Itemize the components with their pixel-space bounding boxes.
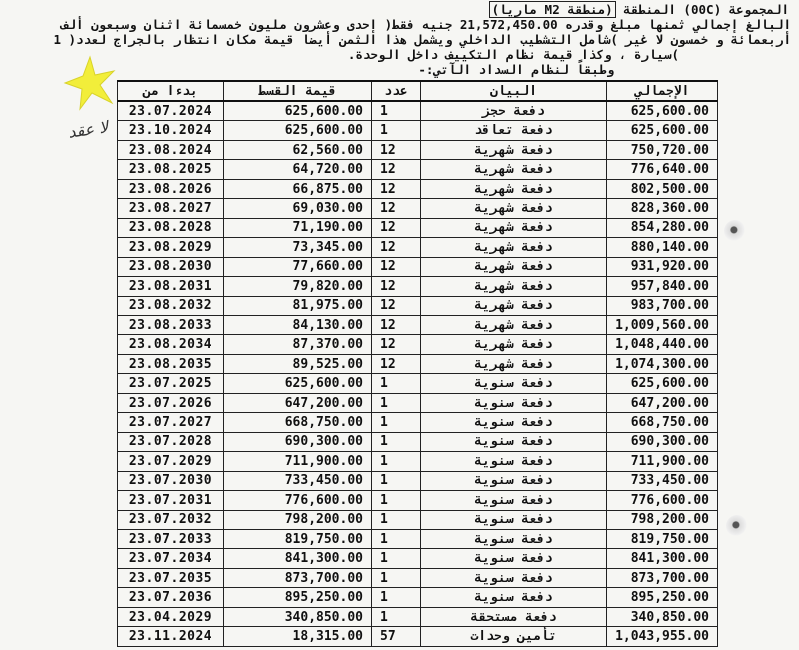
- description-cell: دفعة شهرية: [421, 218, 607, 237]
- table-row: [118, 277, 718, 296]
- payment-schedule-table: [117, 80, 718, 647]
- table-row: [118, 413, 718, 432]
- total-cell: 625,600.00: [607, 121, 718, 140]
- description-cell: دفعة شهرية: [421, 316, 607, 335]
- description-cell: دفعة شهرية: [421, 257, 607, 276]
- count-cell: 12: [372, 296, 421, 315]
- installment-cell: 625,600.00: [224, 101, 372, 121]
- header-line-group-zone: [489, 2, 789, 17]
- count-cell: 57: [372, 627, 421, 647]
- table-row: [118, 471, 718, 490]
- start-date-cell: 23.07.2024: [118, 101, 224, 121]
- count-cell: 1: [372, 607, 421, 626]
- count-cell: 1: [372, 374, 421, 393]
- table-row: [118, 588, 718, 607]
- installment-cell: 733,450.00: [224, 471, 372, 490]
- start-date-cell: 23.08.2029: [118, 238, 224, 257]
- start-date-cell: 23.08.2031: [118, 277, 224, 296]
- table-row: [118, 296, 718, 315]
- table-row: [118, 257, 718, 276]
- installment-cell: 18,315.00: [224, 627, 372, 647]
- table-row: [118, 510, 718, 529]
- count-cell: 1: [372, 432, 421, 451]
- total-cell: 776,640.00: [607, 160, 718, 179]
- table-row: [118, 354, 718, 373]
- description-cell: دفعة شهرية: [421, 354, 607, 373]
- total-cell: 983,700.00: [607, 296, 718, 315]
- header-line-payment-system: وطبقاً لنظام السداد الآتي:-: [418, 62, 614, 77]
- description-cell: دفعة سنوية: [421, 413, 607, 432]
- description-cell: دفعة شهرية: [421, 179, 607, 198]
- description-cell: دفعة سنوية: [421, 393, 607, 412]
- table-row: [118, 316, 718, 335]
- table-row: [118, 238, 718, 257]
- total-cell: 750,720.00: [607, 140, 718, 159]
- description-cell: دفعة تعاقد: [421, 121, 607, 140]
- description-cell: تأمين وحدات: [421, 627, 607, 647]
- start-date-cell: 23.07.2026: [118, 393, 224, 412]
- table-row: [118, 179, 718, 198]
- installment-cell: 625,600.00: [224, 374, 372, 393]
- count-cell: 12: [372, 316, 421, 335]
- table-row: [118, 160, 718, 179]
- installment-cell: 87,370.00: [224, 335, 372, 354]
- header-total: الإجمالي: [607, 81, 718, 101]
- count-cell: 12: [372, 277, 421, 296]
- total-cell: 873,700.00: [607, 568, 718, 587]
- count-cell: 1: [372, 452, 421, 471]
- total-cell: 733,450.00: [607, 471, 718, 490]
- description-cell: دفعة سنوية: [421, 568, 607, 587]
- start-date-cell: 23.08.2024: [118, 140, 224, 159]
- installment-cell: 668,750.00: [224, 413, 372, 432]
- installment-cell: 77,660.00: [224, 257, 372, 276]
- total-cell: 931,920.00: [607, 257, 718, 276]
- table-row: [118, 627, 718, 647]
- description-cell: دفعة شهرية: [421, 160, 607, 179]
- start-date-cell: 23.07.2027: [118, 413, 224, 432]
- description-cell: دفعة سنوية: [421, 374, 607, 393]
- start-date-cell: 23.07.2025: [118, 374, 224, 393]
- count-cell: 1: [372, 413, 421, 432]
- description-cell: دفعة سنوية: [421, 529, 607, 548]
- total-cell: 802,500.00: [607, 179, 718, 198]
- start-date-cell: 23.08.2034: [118, 335, 224, 354]
- start-date-cell: 23.07.2033: [118, 529, 224, 548]
- handwritten-note: لا عقد: [66, 117, 110, 142]
- table-row: [118, 393, 718, 412]
- installment-cell: 841,300.00: [224, 549, 372, 568]
- total-cell: 798,200.00: [607, 510, 718, 529]
- installment-cell: 64,720.00: [224, 160, 372, 179]
- count-cell: 12: [372, 160, 421, 179]
- header-line-finishing: أربعمائة و خمسون لا غير )شامل التشطيب الداخلي ويشمل هذا الثمن أيضا قيمة مكان انتظار بالجراج لعدد( 1: [53, 32, 791, 47]
- table-row: [118, 374, 718, 393]
- installment-cell: 66,875.00: [224, 179, 372, 198]
- total-cell: 895,250.00: [607, 588, 718, 607]
- installment-cell: 711,900.00: [224, 452, 372, 471]
- start-date-cell: 23.08.2035: [118, 354, 224, 373]
- count-cell: 1: [372, 491, 421, 510]
- start-date-cell: 23.07.2035: [118, 568, 224, 587]
- table-row: [118, 140, 718, 159]
- total-cell: 1,074,300.00: [607, 354, 718, 373]
- start-date-cell: 23.10.2024: [118, 121, 224, 140]
- count-cell: 1: [372, 471, 421, 490]
- description-cell: دفعة سنوية: [421, 510, 607, 529]
- start-date-cell: 23.08.2028: [118, 218, 224, 237]
- description-cell: دفعة سنوية: [421, 471, 607, 490]
- count-cell: 1: [372, 588, 421, 607]
- installment-cell: 873,700.00: [224, 568, 372, 587]
- start-date-cell: 23.11.2024: [118, 627, 224, 647]
- count-cell: 12: [372, 140, 421, 159]
- installment-cell: 340,850.00: [224, 607, 372, 626]
- table-row: [118, 607, 718, 626]
- description-cell: دفعة سنوية: [421, 491, 607, 510]
- installment-cell: 81,975.00: [224, 296, 372, 315]
- installment-cell: 690,300.00: [224, 432, 372, 451]
- description-cell: دفعة شهرية: [421, 140, 607, 159]
- header-line-parking: )سيارة ، وكذا قيمة نظام التكييف داخل الوحدة.: [347, 47, 679, 62]
- total-cell: 1,009,560.00: [607, 316, 718, 335]
- table-row: [118, 491, 718, 510]
- header-description: البيان: [421, 81, 607, 101]
- total-cell: 625,600.00: [607, 101, 718, 121]
- punch-hole-icon: [724, 220, 746, 242]
- header-start-date: بدءا من: [118, 81, 224, 101]
- start-date-cell: 23.07.2031: [118, 491, 224, 510]
- description-cell: دفعة سنوية: [421, 549, 607, 568]
- table-row: [118, 568, 718, 587]
- table-row: [118, 335, 718, 354]
- table-row: [118, 218, 718, 237]
- description-cell: دفعة سنوية: [421, 452, 607, 471]
- total-cell: 819,750.00: [607, 529, 718, 548]
- installment-cell: 84,130.00: [224, 316, 372, 335]
- start-date-cell: 23.08.2032: [118, 296, 224, 315]
- start-date-cell: 23.08.2030: [118, 257, 224, 276]
- table-row: [118, 199, 718, 218]
- installment-cell: 819,750.00: [224, 529, 372, 548]
- description-cell: دفعة شهرية: [421, 199, 607, 218]
- count-cell: 1: [372, 549, 421, 568]
- header-line1-text: المجموعة (00C) المنطقة: [615, 2, 789, 17]
- start-date-cell: 23.07.2034: [118, 549, 224, 568]
- total-cell: 711,900.00: [607, 452, 718, 471]
- installment-cell: 647,200.00: [224, 393, 372, 412]
- start-date-cell: 23.08.2026: [118, 179, 224, 198]
- total-cell: 340,850.00: [607, 607, 718, 626]
- table-row: [118, 549, 718, 568]
- installment-cell: 895,250.00: [224, 588, 372, 607]
- installment-cell: 625,600.00: [224, 121, 372, 140]
- count-cell: 12: [372, 218, 421, 237]
- total-cell: 880,140.00: [607, 238, 718, 257]
- description-cell: دفعة شهرية: [421, 335, 607, 354]
- total-cell: 854,280.00: [607, 218, 718, 237]
- installment-cell: 79,820.00: [224, 277, 372, 296]
- count-cell: 12: [372, 199, 421, 218]
- header-installment-value: قيمة القسط: [224, 81, 372, 101]
- total-cell: 690,300.00: [607, 432, 718, 451]
- installment-cell: 73,345.00: [224, 238, 372, 257]
- total-cell: 625,600.00: [607, 374, 718, 393]
- installment-cell: 62,560.00: [224, 140, 372, 159]
- table-row: [118, 121, 718, 140]
- count-cell: 12: [372, 354, 421, 373]
- total-cell: 1,043,955.00: [607, 627, 718, 647]
- count-cell: 12: [372, 335, 421, 354]
- start-date-cell: 23.08.2033: [118, 316, 224, 335]
- count-cell: 1: [372, 121, 421, 140]
- total-cell: 647,200.00: [607, 393, 718, 412]
- total-cell: 957,840.00: [607, 277, 718, 296]
- description-cell: دفعة سنوية: [421, 432, 607, 451]
- start-date-cell: 23.08.2027: [118, 199, 224, 218]
- description-cell: دفعة شهرية: [421, 296, 607, 315]
- count-cell: 12: [372, 238, 421, 257]
- count-cell: 1: [372, 568, 421, 587]
- count-cell: 1: [372, 101, 421, 121]
- table-row: [118, 432, 718, 451]
- table-row: [118, 101, 718, 121]
- start-date-cell: 23.07.2036: [118, 588, 224, 607]
- count-cell: 1: [372, 393, 421, 412]
- start-date-cell: 23.07.2030: [118, 471, 224, 490]
- total-cell: 828,360.00: [607, 199, 718, 218]
- description-cell: دفعة حجز: [421, 101, 607, 121]
- description-cell: دفعة مستحقة: [421, 607, 607, 626]
- table-row: [118, 529, 718, 548]
- total-cell: 1,048,440.00: [607, 335, 718, 354]
- total-cell: 776,600.00: [607, 491, 718, 510]
- start-date-cell: 23.07.2032: [118, 510, 224, 529]
- start-date-cell: 23.08.2025: [118, 160, 224, 179]
- count-cell: 1: [372, 529, 421, 548]
- punch-hole-icon: [726, 515, 748, 537]
- start-date-cell: 23.04.2029: [118, 607, 224, 626]
- installment-cell: 798,200.00: [224, 510, 372, 529]
- header-line-total-price: البالغ إجمالي ثمنها مبلغ وقدره 21,572,450.00 جنيه فقط( إحدى وعشرون مليون خمسمائة اثنان وسبعون ألف: [61, 17, 791, 32]
- count-cell: 1: [372, 510, 421, 529]
- count-cell: 12: [372, 257, 421, 276]
- installment-cell: 89,525.00: [224, 354, 372, 373]
- yellow-star-sticker-icon: [62, 55, 118, 111]
- start-date-cell: 23.07.2028: [118, 432, 224, 451]
- header-count: عدد: [372, 81, 421, 101]
- total-cell: 668,750.00: [607, 413, 718, 432]
- description-cell: دفعة شهرية: [421, 238, 607, 257]
- installment-cell: 69,030.00: [224, 199, 372, 218]
- zone-name-boxed: (منطقة M2 ماريا): [489, 1, 616, 18]
- table-row: [118, 452, 718, 471]
- description-cell: دفعة سنوية: [421, 588, 607, 607]
- installment-cell: 776,600.00: [224, 491, 372, 510]
- count-cell: 12: [372, 179, 421, 198]
- table-header-row: [118, 81, 718, 101]
- total-cell: 841,300.00: [607, 549, 718, 568]
- description-cell: دفعة شهرية: [421, 277, 607, 296]
- installment-cell: 71,190.00: [224, 218, 372, 237]
- start-date-cell: 23.07.2029: [118, 452, 224, 471]
